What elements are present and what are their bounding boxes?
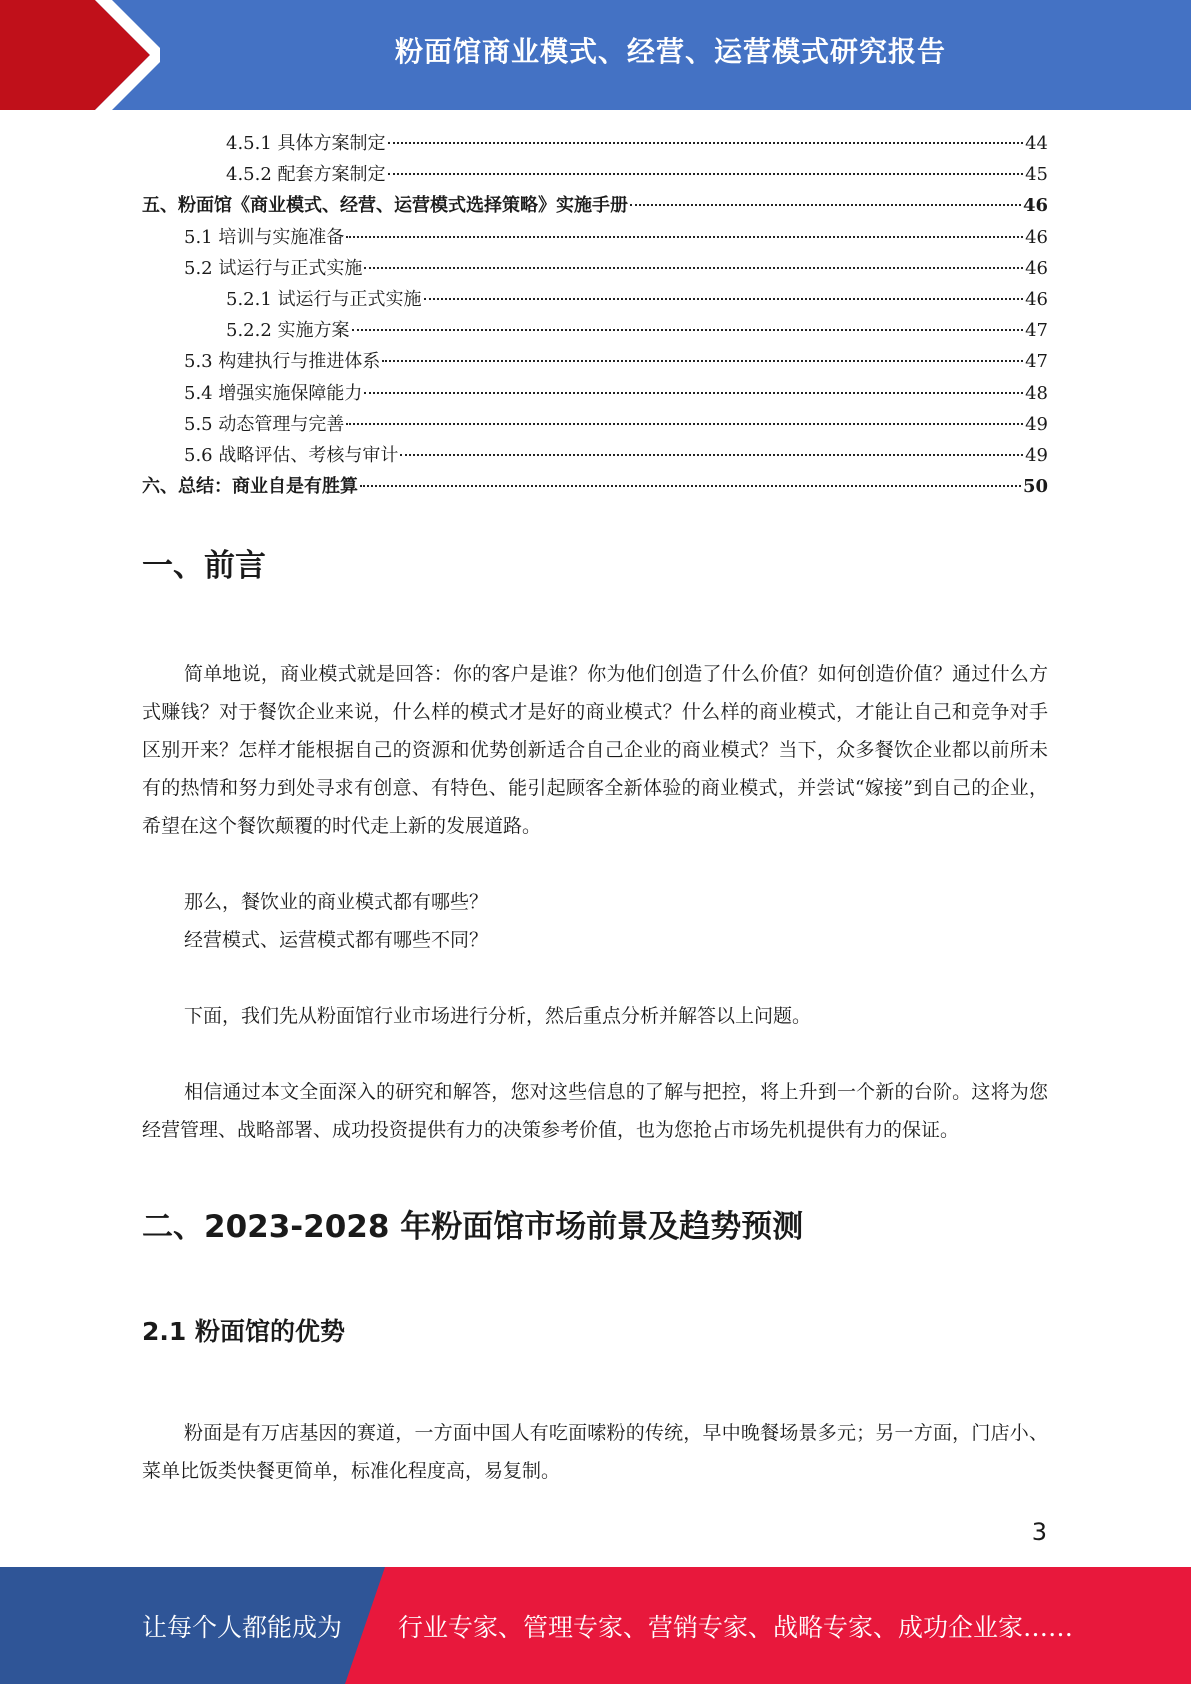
toc-leader-dots <box>424 298 1024 300</box>
table-of-contents <box>142 128 1048 502</box>
toc-page-number: 46 <box>1022 195 1048 217</box>
section-heading-preface: 一、前言 <box>142 548 266 584</box>
toc-row[interactable] <box>142 315 1048 346</box>
page-number: 3 <box>1031 1518 1047 1546</box>
footer-slogan-right: 行业专家、管理专家、营销专家、战略专家、成功企业家…… <box>398 1612 1074 1642</box>
section-heading-forecast: 二、2023-2028 年粉面馆市场前景及趋势预测 <box>142 1209 804 1245</box>
toc-label: 4.5.1 具体方案制定 <box>226 133 386 154</box>
subsection-heading: 2.1 粉面馆的优势 <box>142 1317 345 1346</box>
toc-leader-dots <box>346 236 1023 238</box>
toc-row-chapter[interactable] <box>142 471 1048 502</box>
toc-label: 5.2.2 实施方案 <box>226 320 350 342</box>
toc-row[interactable] <box>142 222 1048 253</box>
toc-leader-dots <box>364 267 1023 269</box>
toc-page-number: 49 <box>1025 413 1048 435</box>
toc-leader-dots <box>382 360 1023 362</box>
toc-leader-dots <box>400 454 1023 456</box>
paragraph: 简单地说，商业模式就是回答：你的客户是谁？你为他们创造了什么价值？如何创造价值？通过什么方式赚钱？对于餐饮企业来说，什么样的模式才是好的商业模式？什么样的商业模式，才能让自己和竞争对手区别开来？怎样才能根据自己的资源和优势创新适合自己企业的商业模式？当下，众多餐饮企业都以前所未有的热情和努力到处寻求有创意、有特色、能引起顾客全新体验的商业模式，并尝试“嫁接”到自己的企业，希望在这个餐饮颠覆的时代走上新的发展道路。 <box>142 663 1048 837</box>
toc-page-number: 44 <box>1025 133 1048 154</box>
toc-page-number: 45 <box>1025 164 1048 186</box>
paragraph: 粉面是有万店基因的赛道，一方面中国人有吃面嗦粉的传统，早中晚餐场景多元；另一方面，门店小、菜单比饭类快餐更简单，标准化程度高，易复制。 <box>142 1422 1048 1482</box>
toc-page-number: 50 <box>1022 476 1048 498</box>
toc-row[interactable] <box>142 159 1048 190</box>
toc-label: 5.3 构建执行与推进体系 <box>184 351 381 373</box>
toc-leader-dots <box>388 173 1024 175</box>
toc-page-number: 47 <box>1025 320 1048 342</box>
toc-label: 5.6 战略评估、考核与审计 <box>184 444 399 466</box>
toc-row[interactable] <box>142 409 1048 440</box>
toc-page-number: 47 <box>1025 351 1048 373</box>
toc-row[interactable] <box>142 378 1048 409</box>
toc-leader-dots <box>364 392 1023 394</box>
toc-row[interactable] <box>142 253 1048 284</box>
toc-row[interactable] <box>142 128 1048 159</box>
question-line: 经营模式、运营模式都有哪些不同？ <box>184 929 489 951</box>
toc-page-number: 49 <box>1025 444 1048 466</box>
toc-label: 5.1 培训与实施准备 <box>184 226 345 248</box>
paragraph: 下面，我们先从粉面馆行业市场进行分析，然后重点分析并解答以上问题。 <box>184 1005 812 1027</box>
toc-page-number: 46 <box>1025 226 1048 248</box>
toc-label: 5.5 动态管理与完善 <box>184 413 345 435</box>
header-chevron-graphic <box>0 0 160 110</box>
toc-label: 五、粉面馆《商业模式、经营、运营模式选择策略》实施手册 <box>142 195 628 217</box>
toc-page-number: 46 <box>1025 288 1048 310</box>
toc-leader-dots <box>630 204 1021 206</box>
toc-leader-dots <box>346 423 1023 425</box>
toc-row[interactable] <box>142 440 1048 471</box>
toc-leader-dots <box>360 485 1021 487</box>
page-footer <box>0 1567 1191 1684</box>
paragraph: 相信通过本文全面深入的研究和解答，您对这些信息的了解与把控，将上升到一个新的台阶。这将为您经营管理、战略部署、成功投资提供有力的决策参考价值，也为您抢占市场先机提供有力的保证。 <box>142 1081 1048 1141</box>
toc-row[interactable] <box>142 284 1048 315</box>
footer-slogan-left: 让每个人都能成为 <box>142 1612 343 1642</box>
toc-page-number: 48 <box>1025 382 1048 404</box>
main-content <box>142 540 1048 1490</box>
toc-row-chapter[interactable] <box>142 190 1048 221</box>
toc-row[interactable] <box>142 346 1048 377</box>
toc-leader-dots <box>352 329 1024 331</box>
toc-label: 5.2.1 试运行与正式实施 <box>226 288 422 310</box>
toc-label: 5.4 增强实施保障能力 <box>184 382 363 404</box>
toc-label: 六、总结：商业自是有胜算 <box>142 476 358 498</box>
toc-page-number: 46 <box>1025 257 1048 279</box>
report-title: 粉面馆商业模式、经营、运营模式研究报告 <box>394 35 946 68</box>
toc-label: 4.5.2 配套方案制定 <box>226 164 386 186</box>
page-header <box>0 0 1191 110</box>
toc-label: 5.2 试运行与正式实施 <box>184 257 363 279</box>
question-line: 那么，餐饮业的商业模式都有哪些？ <box>184 891 489 913</box>
toc-leader-dots <box>388 142 1024 144</box>
